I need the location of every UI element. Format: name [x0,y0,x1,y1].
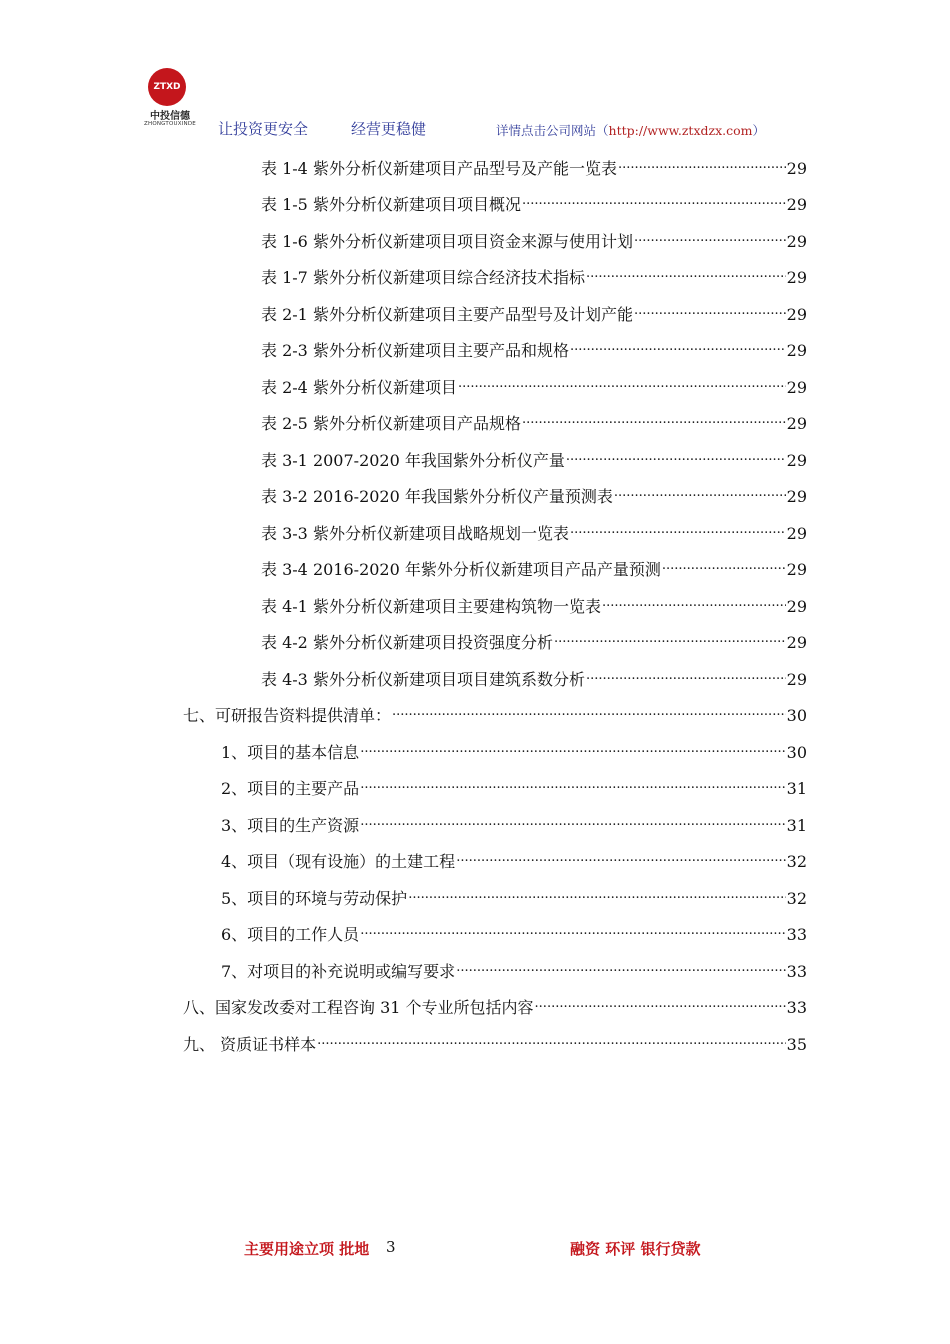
toc-entry[interactable] [261,588,807,616]
site-url-link[interactable]: http://www.ztxdzx.com [608,123,753,138]
toc-entry-page: 33 [786,925,807,944]
toc-entry[interactable] [261,223,807,251]
toc-leader-dots [586,661,786,685]
toc-entry-title: 表 3-2 2016-2020 年我国紫外分析仪产量预测表 [261,487,613,506]
toc-section[interactable] [183,697,807,725]
logo-name: 中投信德 [150,111,190,122]
toc-entry-page: 29 [786,268,807,287]
toc-entry-title: 七、可研报告资料提供清单： [183,706,392,725]
toc-leader-dots [522,405,786,429]
toc-entry-title: 表 3-4 2016-2020 年紫外分析仪新建项目产品产量预测 [261,560,661,579]
footer-services-right: 融资 环评 银行贷款 [570,1240,701,1258]
toc-entry-page: 32 [786,889,807,908]
toc-entry[interactable] [261,296,807,324]
logo-subtitle: ZHONGTOUXINDE [144,121,196,127]
toc-entry[interactable] [261,661,807,689]
site-suffix: ） [752,123,766,138]
toc-entry-title: 表 2-5 紫外分析仪新建项目产品规格 [261,414,521,433]
toc-entry-page: 29 [786,487,807,506]
toc-entry-title: 表 1-5 紫外分析仪新建项目项目概况 [261,195,521,214]
toc-leader-dots [618,150,786,174]
toc-leader-dots [458,369,786,393]
toc-entry-title: 表 2-1 紫外分析仪新建项目主要产品型号及计划产能 [261,305,633,324]
toc-entry-page: 29 [786,524,807,543]
toc-entry-title: 表 2-3 紫外分析仪新建项目主要产品和规格 [261,341,569,360]
toc-entry-title: 表 1-7 紫外分析仪新建项目综合经济技术指标 [261,268,585,287]
toc-entry[interactable] [221,953,807,981]
toc-entry-page: 29 [786,597,807,616]
toc-entry[interactable] [261,369,807,397]
toc-entry-title: 表 1-6 紫外分析仪新建项目项目资金来源与使用计划 [261,232,633,251]
toc-entry-title: 八、国家发改委对工程咨询 31 个专业所包括内容 [183,998,534,1017]
toc-entry-page: 33 [786,998,807,1017]
slogan-stable: 经营更稳健 [351,120,427,138]
toc-leader-dots [614,478,786,502]
toc-entry-page: 29 [786,341,807,360]
toc-entry-title: 4、项目（现有设施）的土建工程 [221,852,456,871]
toc-entry-title: 表 4-3 紫外分析仪新建项目项目建筑系数分析 [261,670,585,689]
toc-entry-page: 30 [786,743,807,762]
toc-entry-title: 5、项目的环境与劳动保护 [221,889,408,908]
company-website-note [496,121,765,139]
toc-entry-page: 29 [786,378,807,397]
toc-leader-dots [317,1026,786,1050]
toc-leader-dots [662,551,786,575]
toc-entry-page: 29 [786,305,807,324]
toc-entry[interactable] [221,880,807,908]
toc-leader-dots [456,843,785,867]
toc-entry-title: 九、 资质证书样本 [183,1035,317,1054]
toc-leader-dots [360,770,785,794]
toc-entry[interactable] [261,332,807,360]
toc-entry[interactable] [261,186,807,214]
toc-entry-page: 29 [786,560,807,579]
page-number: 3 [386,1238,396,1256]
toc-leader-dots [535,989,786,1013]
toc-leader-dots [392,697,786,721]
toc-entry[interactable] [221,843,807,871]
toc-section[interactable] [183,1026,807,1054]
toc-entry[interactable] [261,515,807,543]
toc-entry[interactable] [221,734,807,762]
toc-entry-title: 表 4-1 紫外分析仪新建项目主要建构筑物一览表 [261,597,601,616]
toc-entry-title: 表 4-2 紫外分析仪新建项目投资强度分析 [261,633,553,652]
toc-leader-dots [522,186,786,210]
logo-emblem-text: ZTXD [153,82,181,92]
toc-entry[interactable] [221,770,807,798]
toc-leader-dots [554,624,786,648]
logo-emblem-icon [148,68,186,106]
toc-entry-page: 31 [786,779,807,798]
toc-entry-title: 表 1-4 紫外分析仪新建项目产品型号及产能一览表 [261,159,617,178]
toc-leader-dots [408,880,785,904]
toc-entry-page: 35 [786,1035,807,1054]
toc-leader-dots [586,259,786,283]
toc-leader-dots [570,332,786,356]
toc-entry-title: 2、项目的主要产品 [221,779,360,798]
toc-leader-dots [360,807,785,831]
toc-leader-dots [634,296,786,320]
toc-leader-dots [456,953,785,977]
toc-leader-dots [634,223,786,247]
page-header [0,0,950,150]
toc-entry[interactable] [221,807,807,835]
toc-entry-page: 29 [786,232,807,251]
toc-entry[interactable] [261,405,807,433]
toc-entry[interactable] [261,478,807,506]
toc-entry-page: 29 [786,670,807,689]
toc-entry[interactable] [261,624,807,652]
toc-leader-dots [570,515,786,539]
toc-entry-page: 29 [786,414,807,433]
toc-section[interactable] [183,989,807,1017]
toc-entry[interactable] [261,150,807,178]
toc-entry-title: 6、项目的工作人员 [221,925,360,944]
toc-entry-title: 3、项目的生产资源 [221,816,360,835]
toc-leader-dots [360,734,785,758]
toc-entry-page: 29 [786,633,807,652]
toc-entry-title: 表 3-1 2007-2020 年我国紫外分析仪产量 [261,451,565,470]
toc-leader-dots [360,916,785,940]
toc-entry[interactable] [221,916,807,944]
toc-entry-title: 7、对项目的补充说明或编写要求 [221,962,456,981]
footer-services-left: 主要用途立项 批地 [244,1240,370,1258]
toc-entry[interactable] [261,442,807,470]
toc-entry-page: 32 [786,852,807,871]
toc-entry[interactable] [261,259,807,287]
site-prefix: 详情点击公司网站（ [496,123,609,138]
toc-entry-title: 表 2-4 紫外分析仪新建项目 [261,378,457,397]
toc-entry-page: 31 [786,816,807,835]
toc-entry-title: 1、项目的基本信息 [221,743,360,762]
slogan-safety: 让投资更安全 [218,120,309,138]
toc-entry[interactable] [261,551,807,579]
toc-leader-dots [602,588,786,612]
toc-entry-page: 29 [786,159,807,178]
toc-entry-title: 表 3-3 紫外分析仪新建项目战略规划一览表 [261,524,569,543]
company-logo [140,68,200,136]
toc-entry-page: 29 [786,451,807,470]
toc-leader-dots [566,442,786,466]
toc-entry-page: 33 [786,962,807,981]
toc-entry-page: 29 [786,195,807,214]
toc-entry-page: 30 [786,706,807,725]
